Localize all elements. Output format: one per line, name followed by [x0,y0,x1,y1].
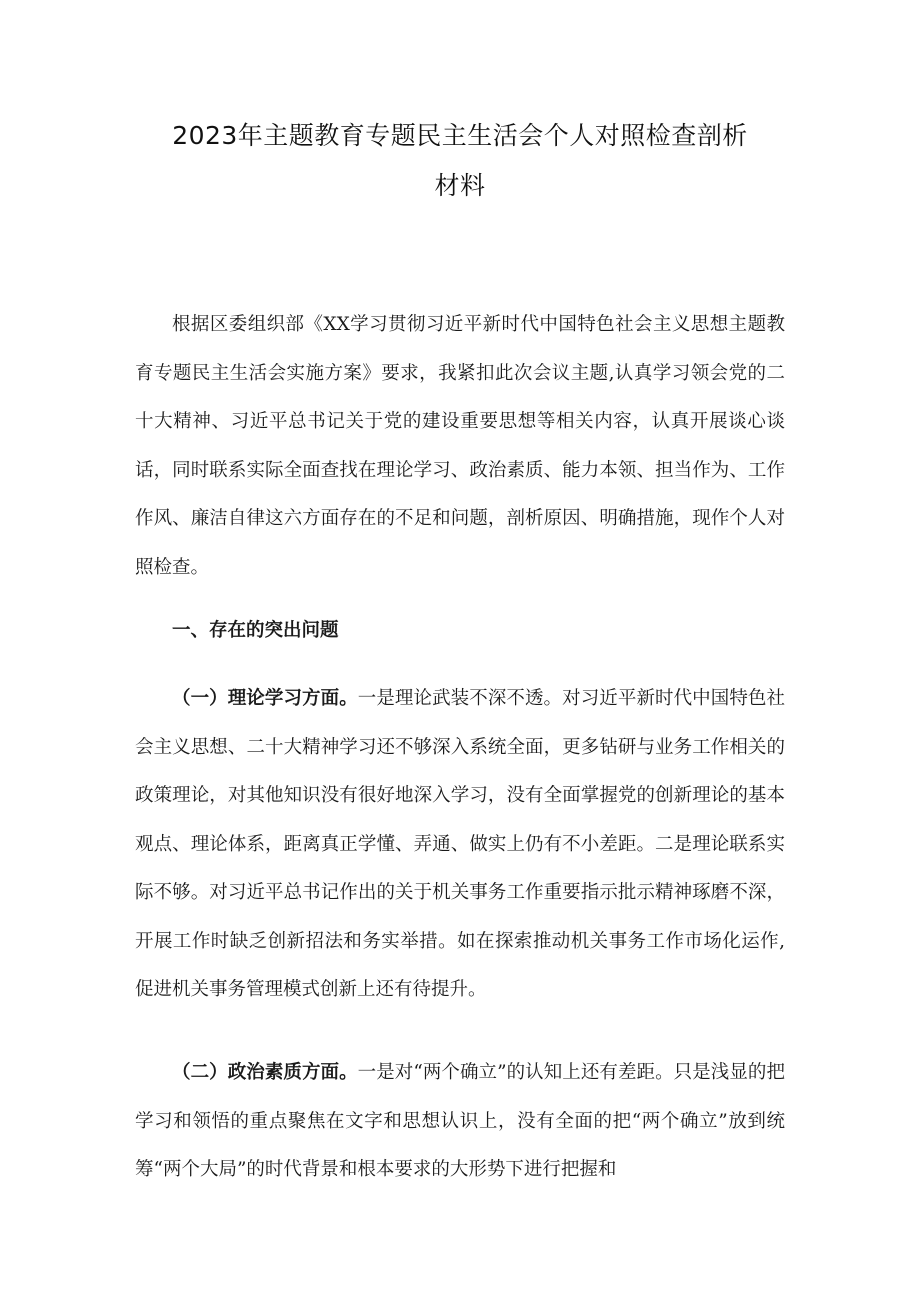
paragraph-lead-theory-study: （一）理论学习方面。 [172,688,358,709]
document-title-line-1: 2023年主题教育专题民主生活会个人对照检查剖析 [172,121,748,150]
paragraph-theory-study [135,675,785,1015]
paragraph-lead-political-quality: （二）政治素质方面。 [172,1062,358,1083]
intro-paragraph: 根据区委组织部《XX学习贯彻习近平新时代中国特色社会主义思想主题教育专题民主生活会实施方案》要求，我紧扣此次会议主题,认真学习领会党的二十大精神、习近平总书记关于党的建设重要思想等相关内容，认真开展谈心谈话，同时联系实际全面查找在理论学习、政治素质、能力本领、担当作为、工作作风、廉洁自律这六方面存在的不足和问题，剖析原因、明确措施，现作个人对照检查。 [135,314,785,578]
paragraph-body-theory-study: 一是理论武装不深不透。对习近平新时代中国特色社会主义思想、二十大精神学习还不够深入系统全面，更多钻研与业务工作相关的政策理论，对其他知识没有很好地深入学习，没有全面掌握党的创新理论的基本观点、理论体系，距离真正学懂、弄通、做实上仍有不小差距。二是理论联系实际不够。对习近平总书记作出的关于机关事务工作重要指示批示精神琢磨不深，开展工作时缺乏创新招法和务实举措。如在探索推动机关事务工作市场化运作,促进机关事务管理模式创新上还有待提升。 [135,688,785,1000]
paragraph-political-quality [135,1049,785,1195]
section-heading-problems: 一、存在的突出问题 [172,620,339,641]
paragraph-body-political-quality: 一是对“两个确立”的认知上还有差距。只是浅显的把学习和领悟的重点聚焦在文字和思想认识上，没有全面的把“两个确立”放到统筹“两个大局”的时代背景和根本要求的大形势下进行把握和 [135,1062,785,1180]
document-title-line-2: 材料 [434,171,486,200]
